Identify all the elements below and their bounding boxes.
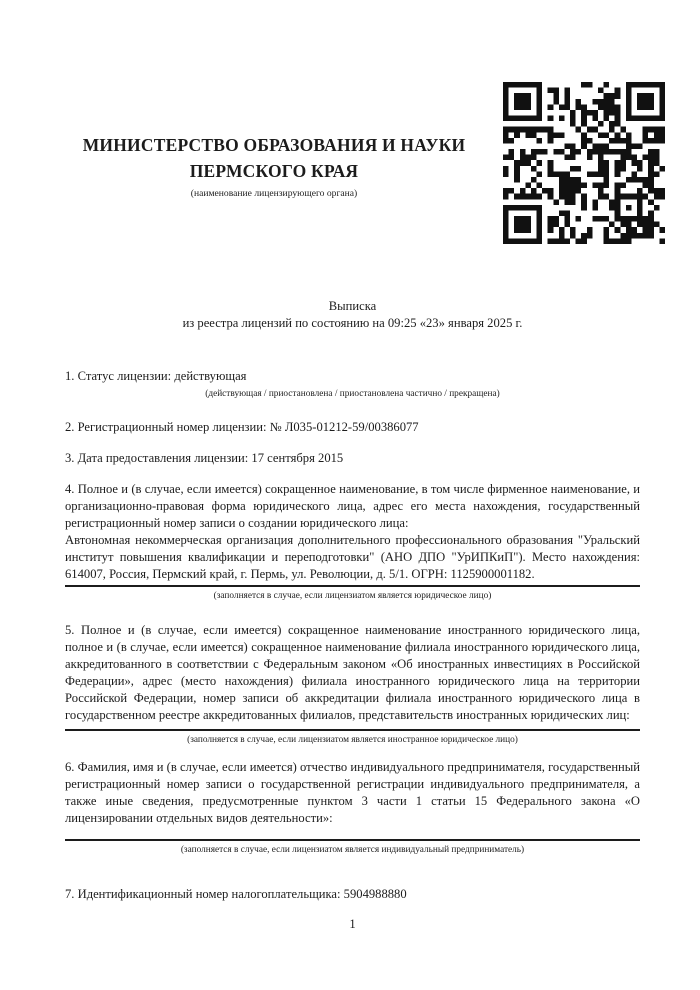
field-taxpayer-id	[65, 886, 640, 903]
page-number: 1	[349, 917, 356, 931]
field-registration-number	[65, 419, 640, 436]
license-status-text: 1. Статус лицензии: действующая	[65, 369, 247, 383]
field-license-status	[65, 368, 640, 385]
field-legal-entity	[65, 481, 640, 583]
field-individual-entrepreneur	[65, 759, 640, 827]
fill-line-legal-entity	[65, 585, 640, 587]
license-status-caption: (действующая / приостановлена / приостановлена частично / прекращена)	[205, 389, 500, 399]
foreign-entity-caption: (заполняется в случае, если лицензиатом является иностранное юридическое лицо)	[187, 735, 518, 745]
title-line2: из реестра лицензий по состоянию на 09:25 «23» января 2025 г.	[182, 316, 523, 330]
licensing-authority-block	[58, 82, 490, 199]
ministry-name-line1: МИНИСТЕРСТВО ОБРАЗОВАНИЯ И НАУКИ	[82, 135, 466, 155]
foreign-entity-label: 5. Полное и (в случае, если имеется) сокращенное наименование иностранного юридического лица, полное и (в случае, если имеется) сокращенное наименование филиала иностранного юридического лица, аккредитованного в соответствии с Федеральным законом «Об иностранных инвестициях в Российской Федерации», адрес (место нахождения) филиала иностранного юридического лица на территории Российской Федерации, номер записи об аккредитации филиала иностранного юридического лица в государственном реестре аккредитованных филиалов, представительств иностранных юридических лиц:	[65, 623, 640, 722]
document-header	[0, 0, 700, 244]
qr-code-icon	[503, 82, 665, 244]
taxpayer-id-text: 7. Идентификационный номер налогоплательщика: 5904988880	[65, 887, 407, 901]
individual-entrepreneur-label: 6. Фамилия, имя и (в случае, если имеется) отчество индивидуального предпринимателя, государственный регистрационный номер записи о государственной регистрации индивидуального предпринимателя, а также иные сведения, предусмотренные пунктом 3 части 1 статьи 15 Федерального закона «О лицензировании отдельных видов деятельности»:	[65, 760, 640, 825]
fill-line-foreign-entity	[65, 729, 640, 731]
legal-entity-label: 4. Полное и (в случае, если имеется) сокращенное наименование, в том числе фирменное наименование, и организационно-правовая форма юридического лица, адрес его места нахождения, государственный регистрационный номер записи о создании юридического лица:	[65, 482, 640, 530]
document-title	[65, 298, 640, 332]
license-date-text: 3. Дата предоставления лицензии: 17 сентября 2015	[65, 451, 344, 465]
fill-line-individual-entrepreneur	[65, 839, 640, 841]
field-license-date	[65, 450, 640, 467]
registration-number-text: 2. Регистрационный номер лицензии: № Л035-01212-59/00386077	[65, 420, 419, 434]
legal-entity-value: Автономная некоммерческая организация дополнительного профессионального образования "Уральский институт повышения квалификации и переподготовки" (АНО ДПО "УрИПКиП"). Место нахождения: 614007, Россия, Пермский край, г. Пермь, ул. Революции, д. 5/1. ОГРН: 1125900001182.	[65, 533, 640, 581]
field-foreign-entity	[65, 622, 640, 724]
legal-entity-caption: (заполняется в случае, если лицензиатом является юридическое лицо)	[213, 591, 492, 601]
document-body	[0, 298, 700, 933]
title-line1: Выписка	[328, 299, 377, 313]
individual-entrepreneur-caption: (заполняется в случае, если лицензиатом является индивидуальный предприниматель)	[180, 845, 525, 855]
ministry-name-line2: ПЕРМСКОГО КРАЯ	[189, 161, 359, 181]
ministry-caption: (наименование лицензирующего органа)	[190, 188, 358, 199]
